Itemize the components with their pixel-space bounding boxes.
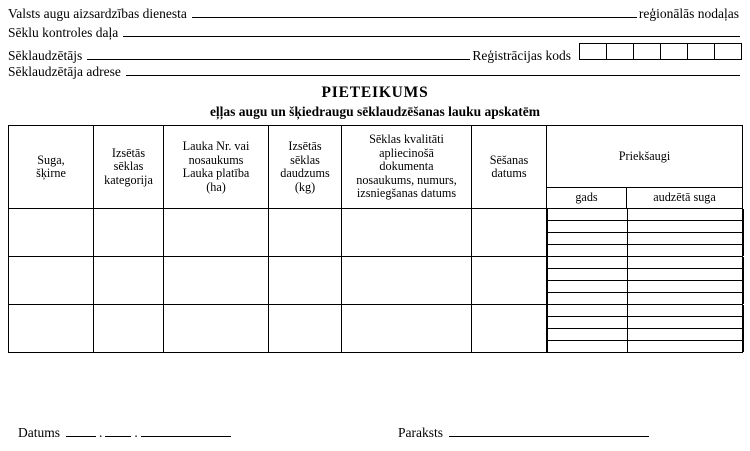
- precrop-row: [548, 281, 744, 293]
- cell-seed-category[interactable]: [94, 257, 164, 305]
- column-header-precrop-year: gads: [547, 188, 627, 209]
- precrop-species[interactable]: [628, 221, 744, 233]
- header-label-address: Sēklaudzētāja adrese: [8, 64, 121, 79]
- precrop-row: [548, 233, 744, 245]
- precrop-year[interactable]: [548, 209, 628, 221]
- precrop-row: [548, 317, 744, 329]
- precrop-year[interactable]: [548, 269, 628, 281]
- precrop-row: [548, 221, 744, 233]
- header-fill-line-1[interactable]: [192, 5, 637, 18]
- cell-seed-amount[interactable]: [269, 257, 342, 305]
- cell-precrops: [547, 305, 743, 353]
- column-header-seed-amount: [269, 126, 342, 209]
- header-fill-line-4[interactable]: [126, 63, 740, 76]
- col-field-line2: nosaukums: [188, 152, 244, 167]
- column-header-species: [9, 126, 94, 209]
- col-field-line1: Lauka Nr. vai: [182, 139, 250, 153]
- application-table: [8, 125, 743, 353]
- col-doc-line2: apliecinošā: [379, 145, 434, 160]
- cell-seed-category[interactable]: [94, 209, 164, 257]
- cell-species[interactable]: [9, 257, 94, 305]
- cell-field-number[interactable]: [164, 257, 269, 305]
- column-header-precrop-species: audzētā suga: [627, 188, 743, 209]
- precrop-row: [548, 341, 744, 353]
- precrop-species[interactable]: [628, 245, 744, 257]
- precrop-row: [548, 305, 744, 317]
- precrop-species[interactable]: [628, 269, 744, 281]
- cell-sowing-date[interactable]: [472, 209, 547, 257]
- cell-sowing-date[interactable]: [472, 257, 547, 305]
- footer-signature-label: Paraksts: [398, 425, 443, 440]
- reg-code-cell[interactable]: [687, 43, 715, 60]
- registration-code-boxes[interactable]: [580, 43, 742, 60]
- col-doc-line4: nosaukums, numurs,: [356, 172, 457, 187]
- precrop-year[interactable]: [548, 233, 628, 245]
- header-label-grower: Sēklaudzētājs: [8, 48, 83, 63]
- footer-date-field: [18, 424, 234, 441]
- table-row: [9, 257, 743, 305]
- header-line-seed-control: [8, 24, 742, 40]
- header-fill-line-2[interactable]: [123, 24, 740, 37]
- col-amount-line4: (kg): [294, 179, 316, 194]
- header-line-region: [8, 5, 742, 21]
- header-label-reg-code: Reģistrācijas kods: [472, 48, 571, 63]
- reg-code-cell[interactable]: [606, 43, 634, 60]
- table-row: [9, 209, 743, 257]
- precrop-row: [548, 329, 744, 341]
- precrop-year[interactable]: [548, 281, 628, 293]
- page-title: PIETEIKUMS: [321, 84, 429, 101]
- column-header-precrops: Priekšaugi: [547, 126, 743, 188]
- col-field-line3: Lauka platība: [182, 166, 250, 180]
- precrop-species[interactable]: [628, 341, 744, 353]
- precrop-subtable: [547, 209, 744, 256]
- col-sowing-line2: datums: [491, 166, 527, 180]
- footer: [8, 424, 742, 442]
- precrop-year[interactable]: [548, 317, 628, 329]
- header-label-seed-control: Sēklu kontroles daļa: [8, 25, 119, 40]
- reg-code-cell[interactable]: [714, 43, 742, 60]
- precrop-species[interactable]: [628, 281, 744, 293]
- col-doc-line1: Sēklas kvalitāti: [369, 132, 444, 147]
- footer-date-month-line[interactable]: [105, 424, 131, 437]
- precrop-row: [548, 245, 744, 257]
- precrop-year[interactable]: [548, 257, 628, 269]
- precrop-year[interactable]: [548, 221, 628, 233]
- col-doc-line5: izsniegšanas datums: [356, 186, 457, 201]
- footer-date-dot-1: .: [99, 425, 103, 440]
- header-fill-line-3[interactable]: [87, 47, 470, 60]
- column-header-field-number: [164, 126, 269, 209]
- column-header-seed-category: [94, 126, 164, 209]
- cell-field-number[interactable]: [164, 305, 269, 353]
- col-field-line4: (ha): [206, 179, 226, 194]
- reg-code-cell[interactable]: [633, 43, 661, 60]
- col-doc-line3: dokumenta: [379, 159, 434, 174]
- precrop-species[interactable]: [628, 305, 744, 317]
- cell-seed-amount[interactable]: [269, 209, 342, 257]
- col-amount-line1: Izsētās: [288, 139, 322, 153]
- col-category-line1: Izsētās: [111, 145, 146, 160]
- footer-signature-field: [398, 424, 652, 441]
- precrop-subtable: [547, 305, 744, 352]
- column-header-quality-document: [342, 126, 472, 209]
- footer-date-year-line[interactable]: [141, 424, 231, 437]
- col-category-line3: kategorija: [104, 172, 153, 187]
- footer-date-label: Datums: [18, 425, 60, 440]
- precrop-row: [548, 257, 744, 269]
- precrop-year[interactable]: [548, 329, 628, 341]
- table-body: [9, 209, 743, 353]
- precrop-species[interactable]: [628, 329, 744, 341]
- cell-quality-document[interactable]: [342, 305, 472, 353]
- cell-seed-amount[interactable]: [269, 305, 342, 353]
- col-sowing-line1: Sēšanas: [489, 152, 529, 167]
- header-line-grower: [8, 43, 742, 63]
- precrop-subtable: [547, 257, 744, 304]
- cell-precrops: [547, 209, 743, 257]
- col-species-line1: Suga,: [37, 152, 65, 167]
- cell-precrops: [547, 257, 743, 305]
- title-block: [0, 84, 750, 120]
- footer-date-dot-2: .: [134, 425, 138, 440]
- cell-sowing-date[interactable]: [472, 305, 547, 353]
- cell-species[interactable]: [9, 209, 94, 257]
- precrop-row: [548, 209, 744, 221]
- header-label-region: reģionālās nodaļas: [638, 6, 739, 21]
- reg-code-cell[interactable]: [660, 43, 688, 60]
- precrop-year[interactable]: [548, 341, 628, 353]
- precrop-species[interactable]: [628, 317, 744, 329]
- precrop-row: [548, 293, 744, 305]
- col-amount-line3: daudzums: [280, 166, 330, 180]
- precrop-species[interactable]: [628, 257, 744, 269]
- precrop-species[interactable]: [628, 209, 744, 221]
- header-label-service: Valsts augu aizsardzības dienesta: [8, 6, 187, 21]
- precrop-species[interactable]: [628, 233, 744, 245]
- footer-date-day-line[interactable]: [66, 424, 96, 437]
- precrop-species[interactable]: [628, 293, 744, 305]
- precrop-year[interactable]: [548, 293, 628, 305]
- column-header-sowing-date: [472, 126, 547, 209]
- footer-signature-line[interactable]: [449, 424, 649, 437]
- col-category-line2: sēklas: [113, 159, 144, 174]
- header-line-address: [8, 63, 742, 79]
- precrop-row: [548, 269, 744, 281]
- reg-code-cell[interactable]: [579, 43, 607, 60]
- table-header-row: [9, 126, 743, 188]
- cell-quality-document[interactable]: [342, 257, 472, 305]
- table-row: [9, 305, 743, 353]
- precrop-year[interactable]: [548, 305, 628, 317]
- cell-seed-category[interactable]: [94, 305, 164, 353]
- cell-quality-document[interactable]: [342, 209, 472, 257]
- page-subtitle: eļļas augu un šķiedraugu sēklaudzēšanas lauku apskatēm: [209, 104, 541, 119]
- col-amount-line2: sēklas: [290, 152, 320, 167]
- cell-species[interactable]: [9, 305, 94, 353]
- cell-field-number[interactable]: [164, 209, 269, 257]
- col-species-line2: šķirne: [36, 166, 66, 180]
- precrop-year[interactable]: [548, 245, 628, 257]
